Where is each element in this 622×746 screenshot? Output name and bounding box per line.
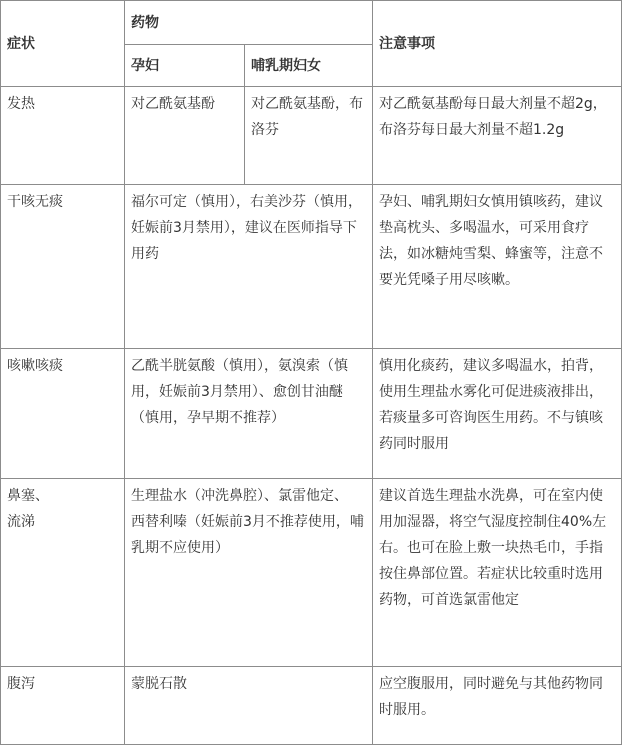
symptom-cell: 咳嗽咳痰: [1, 349, 125, 479]
header-medicine: 药物: [125, 1, 373, 45]
symptom-cell: 腹泻: [1, 667, 125, 745]
table-row: [1, 479, 622, 667]
medicine-cell: [125, 479, 373, 667]
symptom-cell: [1, 479, 125, 667]
medicine-line: 生理盐水（冲洗鼻腔）、氯雷他定、: [131, 488, 348, 504]
medicine-cell: 乙酰半胱氨酸（慎用），氨溴索（慎用，妊娠前3月禁用）、愈创甘油醚（慎用，孕早期不推荐）: [125, 349, 373, 479]
header-lactating: 哺乳期妇女: [245, 45, 373, 87]
symptom-cell: 干咳无痰: [1, 185, 125, 349]
symptom-cell: 发热: [1, 87, 125, 185]
table-row: [1, 349, 622, 479]
notes-cell: 应空腹服用，同时避免与其他药物同时服用。: [373, 667, 622, 745]
notes-cell: 对乙酰氨基酚每日最大剂量不超2g，布洛芬每日最大剂量不超1.2g: [373, 87, 622, 185]
symptom-line: 鼻塞、: [7, 488, 49, 504]
table-row: [1, 185, 622, 349]
lactating-medicine-cell: 对乙酰氨基酚，布洛芬: [245, 87, 373, 185]
pregnant-medicine-cell: 对乙酰氨基酚: [125, 87, 245, 185]
header-symptom: 症状: [1, 1, 125, 87]
table-row: [1, 667, 622, 745]
table-row: [1, 87, 622, 185]
medicine-cell: 福尔可定（慎用），右美沙芬（慎用，妊娠前3月禁用），建议在医师指导下用药: [125, 185, 373, 349]
header-notes: 注意事项: [373, 1, 622, 87]
header-pregnant: 孕妇: [125, 45, 245, 87]
notes-cell: 慎用化痰药，建议多喝温水，拍背，使用生理盐水雾化可促进痰液排出，若痰量多可咨询医生用药。不与镇咳药同时服用: [373, 349, 622, 479]
header-row: [1, 1, 622, 45]
symptom-line: 流涕: [7, 514, 35, 530]
notes-cell: 建议首选生理盐水洗鼻，可在室内使用加湿器，将空气湿度控制住40%左右。也可在脸上敷一块热毛巾，手指按住鼻部位置。若症状比较重时选用药物，可首选氯雷他定: [373, 479, 622, 667]
medicine-cell: 蒙脱石散: [125, 667, 373, 745]
medicine-line: 西替利嗪（妊娠前3月不推荐使用，哺乳期不应使用）: [131, 514, 364, 556]
notes-cell: 孕妇、哺乳期妇女慎用镇咳药，建议垫高枕头、多喝温水，可采用食疗法，如冰糖炖雪梨、蜂蜜等，注意不要光凭嗓子用尽咳嗽。: [373, 185, 622, 349]
